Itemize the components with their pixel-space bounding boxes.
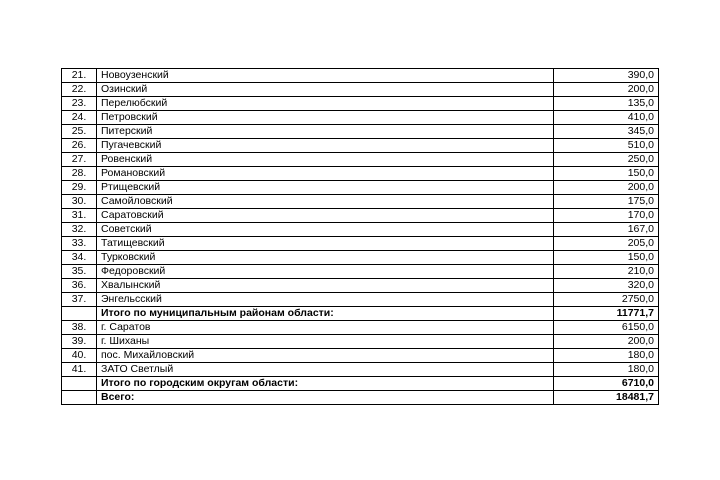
municipality-name-cell: Пугачевский: [97, 139, 554, 153]
table-row: [62, 111, 659, 125]
table-total-row: [62, 391, 659, 405]
row-number-cell: 32.: [62, 223, 97, 237]
table-row: [62, 363, 659, 377]
row-number-cell: 30.: [62, 195, 97, 209]
row-number-cell: 25.: [62, 125, 97, 139]
amount-cell: 6150,0: [554, 321, 659, 335]
municipality-name-cell: ЗАТО Светлый: [97, 363, 554, 377]
row-number-cell: 34.: [62, 251, 97, 265]
table-row: [62, 349, 659, 363]
table-total-row: [62, 307, 659, 321]
row-number-cell: [62, 377, 97, 391]
municipality-name-cell: Татищевский: [97, 237, 554, 251]
table-row: [62, 237, 659, 251]
municipality-name-cell: Озинский: [97, 83, 554, 97]
row-number-cell: 27.: [62, 153, 97, 167]
table-row: [62, 125, 659, 139]
amount-cell: 390,0: [554, 69, 659, 83]
amount-cell: 2750,0: [554, 293, 659, 307]
table-row: [62, 265, 659, 279]
row-number-cell: 23.: [62, 97, 97, 111]
row-number-cell: 26.: [62, 139, 97, 153]
municipality-name-cell: г. Шиханы: [97, 335, 554, 349]
municipality-name-cell: Турковский: [97, 251, 554, 265]
row-number-cell: 35.: [62, 265, 97, 279]
municipality-name-cell: г. Саратов: [97, 321, 554, 335]
allocation-table-body: [62, 69, 659, 405]
table-row: [62, 321, 659, 335]
table-row: [62, 293, 659, 307]
row-number-cell: 36.: [62, 279, 97, 293]
amount-cell: 200,0: [554, 83, 659, 97]
row-number-cell: 24.: [62, 111, 97, 125]
municipality-name-cell: Перелюбский: [97, 97, 554, 111]
amount-cell: 150,0: [554, 251, 659, 265]
table-row: [62, 97, 659, 111]
municipality-name-cell: Хвалынский: [97, 279, 554, 293]
municipality-name-cell: Новоузенский: [97, 69, 554, 83]
amount-cell: 167,0: [554, 223, 659, 237]
amount-cell: 410,0: [554, 111, 659, 125]
amount-cell: 510,0: [554, 139, 659, 153]
municipality-name-cell: Питерский: [97, 125, 554, 139]
table-row: [62, 69, 659, 83]
table-row: [62, 251, 659, 265]
municipality-name-cell: пос. Михайловский: [97, 349, 554, 363]
row-number-cell: 40.: [62, 349, 97, 363]
municipality-name-cell: Самойловский: [97, 195, 554, 209]
municipality-name-cell: Романовский: [97, 167, 554, 181]
table-row: [62, 209, 659, 223]
table-row: [62, 181, 659, 195]
amount-cell: 210,0: [554, 265, 659, 279]
table-row: [62, 279, 659, 293]
table-row: [62, 167, 659, 181]
municipality-name-cell: Итого по городским округам области:: [97, 377, 554, 391]
amount-cell: 180,0: [554, 349, 659, 363]
table-total-row: [62, 377, 659, 391]
row-number-cell: 38.: [62, 321, 97, 335]
amount-cell: 6710,0: [554, 377, 659, 391]
table-row: [62, 83, 659, 97]
row-number-cell: [62, 307, 97, 321]
amount-cell: 170,0: [554, 209, 659, 223]
table-row: [62, 223, 659, 237]
table-row: [62, 195, 659, 209]
municipality-name-cell: Итого по муниципальным районам области:: [97, 307, 554, 321]
municipality-name-cell: Ртищевский: [97, 181, 554, 195]
municipality-name-cell: Саратовский: [97, 209, 554, 223]
amount-cell: 175,0: [554, 195, 659, 209]
amount-cell: 180,0: [554, 363, 659, 377]
municipality-name-cell: Петровский: [97, 111, 554, 125]
municipality-name-cell: Энгельсский: [97, 293, 554, 307]
amount-cell: 150,0: [554, 167, 659, 181]
municipality-name-cell: Советский: [97, 223, 554, 237]
row-number-cell: 21.: [62, 69, 97, 83]
row-number-cell: 41.: [62, 363, 97, 377]
table-row: [62, 153, 659, 167]
row-number-cell: 31.: [62, 209, 97, 223]
amount-cell: 320,0: [554, 279, 659, 293]
row-number-cell: [62, 391, 97, 405]
table-row: [62, 139, 659, 153]
municipality-name-cell: Всего:: [97, 391, 554, 405]
amount-cell: 205,0: [554, 237, 659, 251]
amount-cell: 200,0: [554, 335, 659, 349]
amount-cell: 345,0: [554, 125, 659, 139]
row-number-cell: 39.: [62, 335, 97, 349]
amount-cell: 11771,7: [554, 307, 659, 321]
amount-cell: 200,0: [554, 181, 659, 195]
amount-cell: 18481,7: [554, 391, 659, 405]
row-number-cell: 33.: [62, 237, 97, 251]
municipality-name-cell: Федоровский: [97, 265, 554, 279]
row-number-cell: 22.: [62, 83, 97, 97]
allocation-table: [61, 68, 659, 405]
amount-cell: 135,0: [554, 97, 659, 111]
row-number-cell: 37.: [62, 293, 97, 307]
row-number-cell: 28.: [62, 167, 97, 181]
amount-cell: 250,0: [554, 153, 659, 167]
municipality-name-cell: Ровенский: [97, 153, 554, 167]
row-number-cell: 29.: [62, 181, 97, 195]
table-row: [62, 335, 659, 349]
